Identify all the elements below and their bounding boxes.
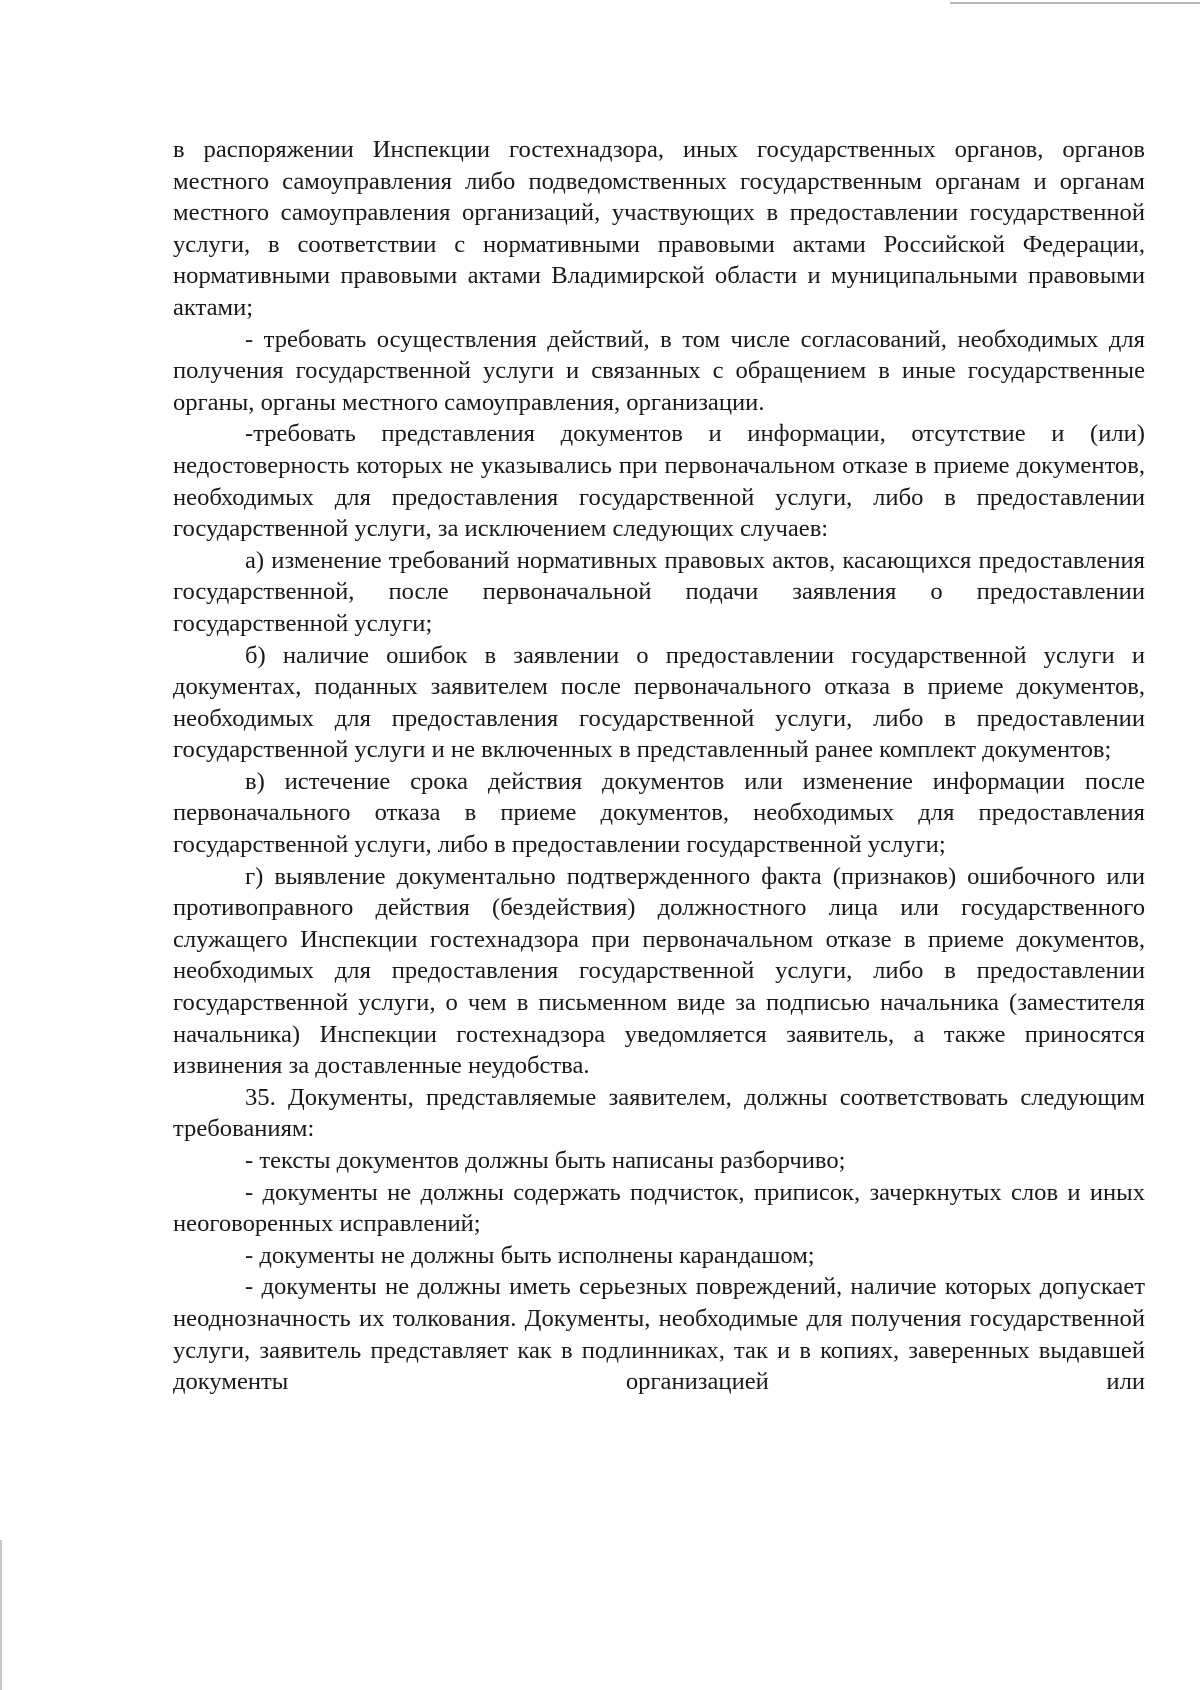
paragraph: - документы не должны содержать подчисток, приписок, зачеркнутых слов и иных неоговоренных исправлений; <box>173 1178 1145 1238</box>
scan-edge-mark <box>0 1540 2 1690</box>
paragraph: г) выявление документально подтвержденного факта (признаков) ошибочного или противоправного действия (бездействия) должностного лица или государственного служащего Инспекции гостехнадзора при первоначальном отказе в приеме документов, необходимых для предоставления государственной услуги, либо в предоставлении государственной услуги, о чем в письменном виде за подписью начальника (заместителя начальника) Инспекции гостехнадзора уведомляется заявитель, а также приносятся извинения за доставленные неудобства. <box>173 862 1145 1080</box>
paragraph: - тексты документов должны быть написаны разборчиво; <box>245 1147 846 1174</box>
paragraph: в распоряжении Инспекции гостехнадзора, иных государственных органов, органов местного самоуправления либо подведомственных государственным органам и органам местного самоуправления организаций, участвующих в предоставлении государственной услуги, в соответствии с нормативными правовыми актами Российской Федерации, нормативными правовыми актами Владимирской области и муниципальными правовыми актами; <box>173 136 1145 321</box>
document-body <box>173 134 1145 1398</box>
paragraph: 35. Документы, представляемые заявителем, должны соответствовать следующим требованиям: <box>173 1083 1145 1143</box>
paragraph: - требовать осуществления действий, в том числе согласований, необходимых для получения государственной услуги и связанных с обращением в иные государственные органы, органы местного самоуправления, организации. <box>173 325 1145 416</box>
paragraph: б) наличие ошибок в заявлении о предоставлении государственной услуги и документах, поданных заявителем после первоначального отказа в приеме документов, необходимых для предоставления государственной услуги, либо в предоставлении государственной услуги и не включенных в представленный ранее комплект документов; <box>173 641 1145 764</box>
paragraph: - документы не должны быть исполнены карандашом; <box>245 1241 815 1269</box>
scan-edge-mark <box>950 2 1200 4</box>
paragraph: а) изменение требований нормативных правовых актов, касающихся предоставления государственной, после первоначальной подачи заявления о предоставлении государственной услуги; <box>173 546 1145 637</box>
paragraph: - документы не должны иметь серьезных повреждений, наличие которых допускает неоднозначность их толкования. Документы, необходимые для получения государственной услуги, заявитель представляет как в подлинниках, так и в копиях, заверенных выдавшей документы организацией или <box>173 1273 1145 1396</box>
paragraph: -требовать представления документов и информации, отсутствие и (или) недостоверность которых не указывались при первоначальном отказе в приеме документов, необходимых для предоставления государственной услуги, либо в предоставлении государственной услуги, за исключением следующих случаев: <box>173 420 1145 543</box>
paragraph: в) истечение срока действия документов или изменение информации после первоначального отказа в приеме документов, необходимых для предоставления государственной услуги, либо в предоставлении государственной услуги; <box>173 767 1145 859</box>
